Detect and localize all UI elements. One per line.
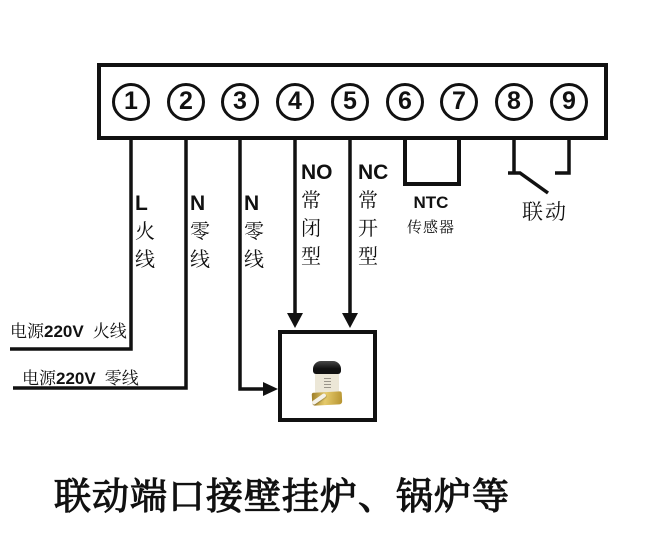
thermal-actuator-image bbox=[310, 361, 344, 409]
terminal-7: 7 bbox=[440, 83, 478, 121]
power-wire-text: 零线 bbox=[104, 369, 139, 388]
label-linkage: 联动 bbox=[522, 200, 568, 224]
label-code-n: N bbox=[190, 192, 206, 215]
actuator-cap bbox=[313, 361, 341, 374]
terminal-1: 1 bbox=[112, 83, 150, 121]
arrowhead-into-load-left bbox=[263, 382, 278, 396]
label-terminal-5-nc bbox=[358, 161, 388, 271]
load-device-box bbox=[278, 330, 377, 422]
label-terminal-1-live bbox=[135, 192, 157, 274]
label-code-l: L bbox=[135, 192, 148, 215]
label-power-live bbox=[10, 317, 127, 342]
arrowhead-no-down bbox=[287, 313, 303, 328]
power-source-text: 电源 bbox=[22, 369, 56, 388]
caption-text: 联动端口接壁挂炉、锅炉等 bbox=[54, 477, 510, 518]
label-power-neutral bbox=[22, 364, 139, 389]
label-code-ntc: NTC bbox=[413, 193, 449, 212]
wire-ntc-sensor-loop bbox=[405, 140, 459, 184]
power-voltage-text: 220V bbox=[56, 369, 96, 388]
label-terminal-4-no bbox=[301, 161, 333, 271]
terminal-9: 9 bbox=[550, 83, 588, 121]
label-terminal-2-neutral bbox=[190, 192, 212, 274]
terminal-4: 4 bbox=[276, 83, 314, 121]
actuator-body bbox=[315, 374, 339, 393]
label-desc-normally-open: 常开型 bbox=[358, 190, 378, 268]
label-desc-sensor: 传感器 bbox=[406, 220, 455, 236]
label-desc-neutral-wire: 零线 bbox=[244, 221, 264, 271]
wire-terminal-2-neutral bbox=[13, 140, 186, 388]
terminal-8: 8 bbox=[495, 83, 533, 121]
label-code-no: NO bbox=[301, 161, 333, 184]
power-source-text: 电源 bbox=[10, 322, 44, 341]
terminal-strip bbox=[97, 63, 608, 140]
wire-terminal-9-switch-contact bbox=[555, 140, 569, 173]
label-desc-normally-closed: 常闭型 bbox=[301, 190, 321, 268]
actuator-body-print bbox=[324, 378, 331, 389]
label-ntc-sensor bbox=[400, 193, 462, 237]
label-terminal-3-neutral bbox=[244, 192, 266, 274]
label-code-nc: NC bbox=[358, 161, 389, 184]
arrowhead-nc-down bbox=[342, 313, 358, 328]
terminal-3: 3 bbox=[221, 83, 259, 121]
terminal-6: 6 bbox=[386, 83, 424, 121]
label-code-n: N bbox=[244, 192, 260, 215]
wire-terminal-8-switch-blade bbox=[508, 140, 548, 193]
power-voltage-text: 220V bbox=[44, 322, 84, 341]
terminal-2: 2 bbox=[167, 83, 205, 121]
power-wire-text: 火线 bbox=[92, 322, 127, 341]
terminal-5: 5 bbox=[331, 83, 369, 121]
label-desc-live-wire: 火线 bbox=[135, 221, 155, 271]
label-desc-neutral-wire: 零线 bbox=[190, 221, 210, 271]
